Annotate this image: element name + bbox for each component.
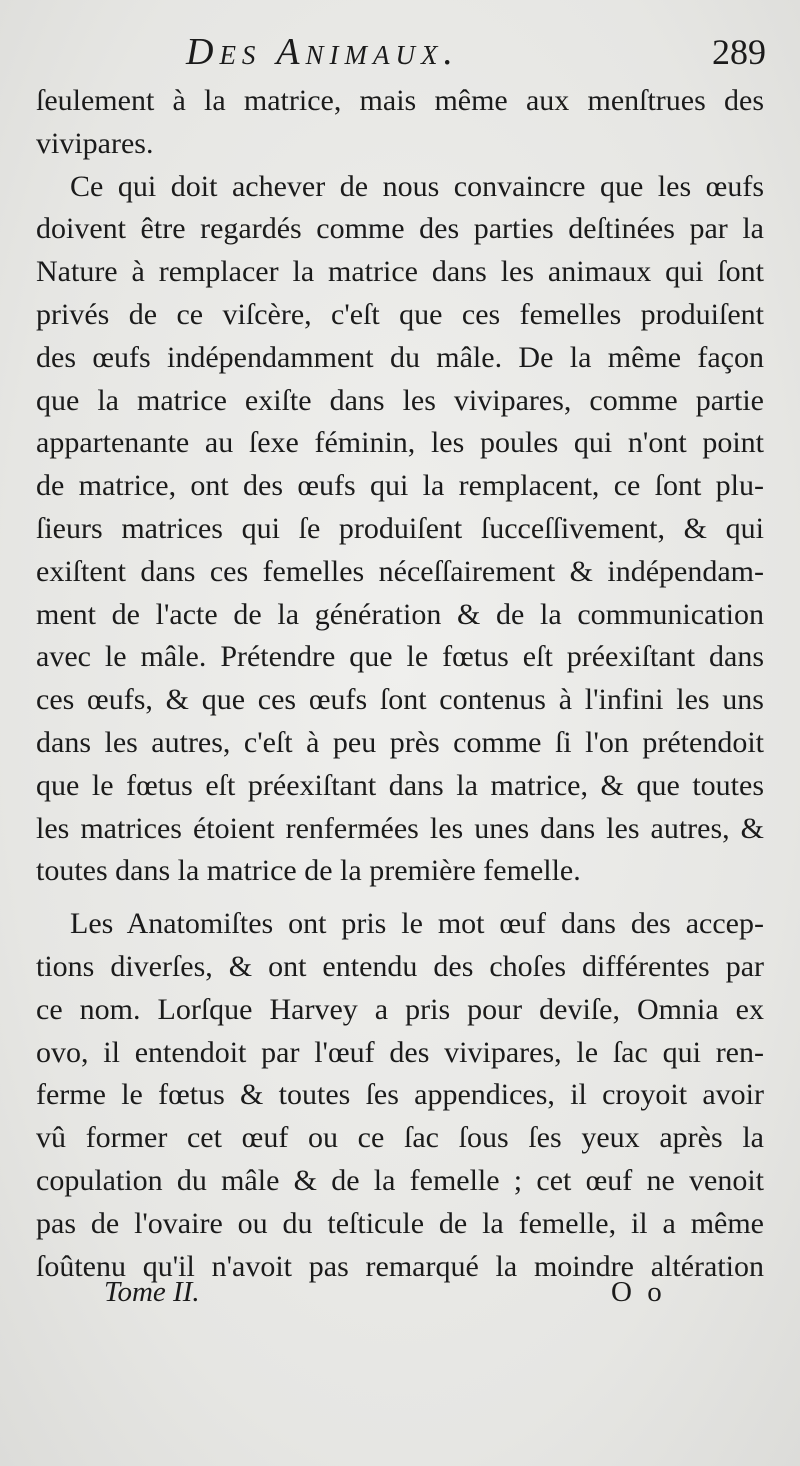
text-line: avec le mâle. Prétendre que le fœtus eſt préexiſtant dans (36, 640, 764, 674)
text-line: privés de ce viſcère, c'eſt que ces femelles produiſent (36, 297, 764, 331)
text-line: exiſtent dans ces femelles néceſſairement & indépendam- (36, 554, 764, 588)
text-line: que le fœtus eſt préexiſtant dans la matrice, & que toutes (36, 768, 764, 802)
text-line: vû former cet œuf ou ce ſac ſous ſes yeux après la (36, 1121, 764, 1155)
text-line: de matrice, ont des œufs qui la remplacent, ce ſont plu- (36, 469, 764, 503)
text-line: appartenante au ſexe féminin, les poules qui n'ont point (36, 426, 764, 460)
text-line: ſeulement à la matrice, mais même aux menſtrues des (36, 84, 764, 117)
text-line: des œufs indépendamment du mâle. De la même façon (36, 340, 764, 374)
volume-label: Tome II. (104, 1276, 200, 1308)
text-line: ce nom. Lorſque Harvey a pris pour deviſe, Omnia ex (36, 992, 764, 1026)
text-line: ment de l'acte de la génération & de la communication (36, 597, 764, 631)
text-line: toutes dans la matrice de la première femelle. (36, 854, 581, 888)
text-line: ferme le fœtus & toutes ſes appendices, il croyoit avoir (36, 1078, 764, 1112)
text-line: ces œufs, & que ces œufs ſont contenus à l'infini les uns (36, 683, 764, 717)
page-number: 289 (712, 32, 766, 72)
text-line: ſoûtenu qu'il n'avoit pas remarqué la moindre altération (36, 1249, 764, 1283)
text-line: ſieurs matrices qui ſe produiſent ſucceſſivement, & qui (36, 511, 764, 545)
signature-mark: O o (611, 1276, 666, 1308)
text-line: Ce qui doit achever de nous convaincre que les œufs (70, 169, 764, 203)
page-footer (36, 1270, 764, 1314)
text-line: ovo, il entendoit par l'œuf des vivipares, le ſac qui ren- (36, 1035, 764, 1069)
running-head: Des Animaux. (186, 31, 459, 73)
body-text (36, 80, 764, 1288)
text-line: tions diverſes, & ont entendu des choſes différentes par (36, 949, 764, 983)
text-line: vivipares. (36, 126, 154, 160)
page-header (36, 30, 766, 74)
text-line: copulation du mâle & de la femelle ; cet œuf ne venoit (36, 1163, 764, 1197)
text-line: les matrices étoient renfermées les unes dans les autres, & (36, 811, 764, 845)
text-line: Les Anatomiſtes ont pris le mot œuf dans des accep- (70, 907, 764, 941)
text-line: dans les autres, c'eſt à peu près comme ſi l'on prétendoit (36, 725, 764, 759)
text-line: doivent être regardés comme des parties deſtinées par la (36, 212, 764, 246)
text-line: Nature à remplacer la matrice dans les animaux qui ſont (36, 255, 764, 289)
text-line: que la matrice exiſte dans les vivipares, comme partie (36, 383, 764, 417)
text-line: pas de l'ovaire ou du teſticule de la femelle, il a même (36, 1206, 764, 1240)
